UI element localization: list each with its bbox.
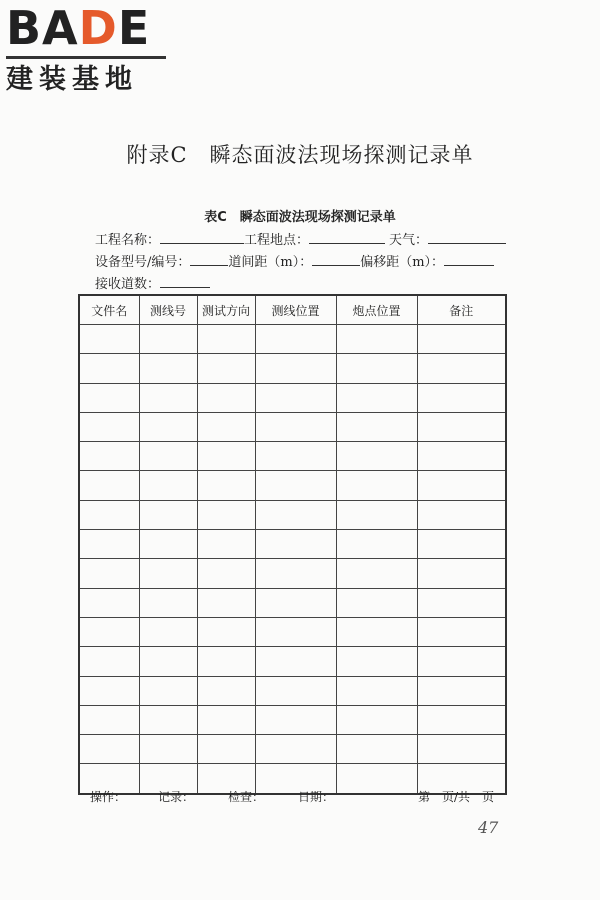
table-cell[interactable]	[139, 354, 197, 383]
table-title: 表C 瞬态面波法现场探测记录单	[204, 210, 396, 225]
table-cell[interactable]	[197, 647, 255, 676]
table-cell[interactable]	[79, 354, 139, 383]
table-cell[interactable]	[336, 735, 417, 764]
table-cell[interactable]	[197, 559, 255, 588]
logo-wordmark: BADE	[6, 1, 151, 55]
header-remarks: 备注	[417, 295, 506, 325]
table-cell[interactable]	[79, 383, 139, 412]
table-cell[interactable]	[336, 647, 417, 676]
appendix-title: 附录C 瞬态面波法现场探测记录单	[126, 143, 474, 167]
table-cell[interactable]	[336, 617, 417, 646]
table-cell[interactable]	[336, 412, 417, 441]
table-cell[interactable]	[336, 325, 417, 354]
table-cell[interactable]	[417, 676, 506, 705]
table-header-row	[79, 295, 506, 325]
table-cell[interactable]	[255, 559, 336, 588]
table-cell[interactable]	[139, 647, 197, 676]
table-row	[79, 617, 506, 646]
table-cell[interactable]	[255, 705, 336, 734]
table-cell[interactable]	[79, 471, 139, 500]
table-cell[interactable]	[79, 500, 139, 529]
table-row	[79, 500, 506, 529]
table-cell[interactable]	[79, 735, 139, 764]
table-cell[interactable]	[417, 383, 506, 412]
field-row-1	[95, 229, 506, 248]
project-name-blank[interactable]	[160, 231, 244, 244]
table-row	[79, 354, 506, 383]
table-row	[79, 325, 506, 354]
header-line-position: 测线位置	[255, 295, 336, 325]
table-cell[interactable]	[139, 442, 197, 471]
table-cell[interactable]	[79, 412, 139, 441]
table-cell[interactable]	[139, 676, 197, 705]
table-row	[79, 647, 506, 676]
table-cell[interactable]	[336, 442, 417, 471]
table-cell[interactable]	[417, 500, 506, 529]
table-body	[79, 325, 506, 794]
table-cell[interactable]	[197, 442, 255, 471]
table-cell[interactable]	[139, 588, 197, 617]
table-row	[79, 412, 506, 441]
header-test-direction: 测试方向	[197, 295, 255, 325]
table-cell[interactable]	[139, 735, 197, 764]
table-cell[interactable]	[139, 471, 197, 500]
table-cell[interactable]	[255, 588, 336, 617]
table-cell[interactable]	[336, 530, 417, 559]
field-row-2	[95, 251, 494, 270]
record-table	[78, 294, 507, 795]
table-cell[interactable]	[79, 559, 139, 588]
weather-label: 天气：	[389, 233, 429, 248]
table-cell[interactable]	[336, 559, 417, 588]
table-cell[interactable]	[197, 617, 255, 646]
table-cell[interactable]	[197, 354, 255, 383]
table-cell[interactable]	[139, 383, 197, 412]
table-cell[interactable]	[79, 647, 139, 676]
brand-logo	[6, 1, 176, 96]
footer-checker: 检查：	[228, 790, 265, 804]
table-cell[interactable]	[197, 325, 255, 354]
table-cell[interactable]	[417, 412, 506, 441]
page-number: 47	[478, 818, 499, 837]
table-cell[interactable]	[417, 647, 506, 676]
project-site-blank[interactable]	[309, 231, 385, 244]
table-cell[interactable]	[336, 588, 417, 617]
table-cell[interactable]	[197, 588, 255, 617]
table-cell[interactable]	[417, 354, 506, 383]
table-cell[interactable]	[255, 442, 336, 471]
table-cell[interactable]	[417, 705, 506, 734]
footer-operator: 操作：	[90, 790, 127, 804]
channel-spacing-label: 道间距（m）：	[228, 255, 313, 270]
field-row-3	[95, 273, 210, 292]
table-cell[interactable]	[417, 530, 506, 559]
table-cell[interactable]	[417, 442, 506, 471]
table-cell[interactable]	[417, 735, 506, 764]
table-cell[interactable]	[197, 383, 255, 412]
table-cell[interactable]	[417, 588, 506, 617]
project-site-label: 工程地点：	[244, 233, 310, 248]
table-cell[interactable]	[336, 354, 417, 383]
header-shot-position: 炮点位置	[336, 295, 417, 325]
table-cell[interactable]	[139, 500, 197, 529]
footer-date: 日期：	[298, 790, 335, 804]
table-cell[interactable]	[255, 500, 336, 529]
equipment-model-blank[interactable]	[190, 253, 228, 266]
table-cell[interactable]	[255, 354, 336, 383]
table-cell[interactable]	[255, 530, 336, 559]
table-cell[interactable]	[417, 617, 506, 646]
logo-divider	[6, 56, 166, 59]
table-row	[79, 383, 506, 412]
table-cell[interactable]	[255, 383, 336, 412]
table-cell[interactable]	[417, 325, 506, 354]
equipment-model-label: 设备型号/编号：	[95, 255, 191, 270]
table-row	[79, 676, 506, 705]
table-cell[interactable]	[255, 676, 336, 705]
table-cell[interactable]	[79, 442, 139, 471]
offset-distance-blank[interactable]	[444, 253, 494, 266]
table-cell[interactable]	[79, 676, 139, 705]
header-line-number: 测线号	[139, 295, 197, 325]
table-cell[interactable]	[197, 530, 255, 559]
table-cell[interactable]	[255, 471, 336, 500]
table-cell[interactable]	[197, 412, 255, 441]
table-cell[interactable]	[255, 412, 336, 441]
project-name-label: 工程名称：	[95, 233, 161, 248]
table-cell[interactable]	[79, 530, 139, 559]
table-cell[interactable]	[336, 764, 417, 794]
table-cell[interactable]	[255, 735, 336, 764]
table-cell[interactable]	[139, 530, 197, 559]
table-row	[79, 442, 506, 471]
table-cell[interactable]	[336, 500, 417, 529]
table-cell[interactable]	[139, 559, 197, 588]
table-cell[interactable]	[197, 735, 255, 764]
table-cell[interactable]	[79, 617, 139, 646]
table-cell[interactable]	[197, 500, 255, 529]
table-row	[79, 530, 506, 559]
table-row	[79, 588, 506, 617]
logo-subtitle: 建装基地	[6, 64, 138, 95]
table-cell[interactable]	[417, 471, 506, 500]
table-cell[interactable]	[197, 471, 255, 500]
table-cell[interactable]	[139, 412, 197, 441]
table-row	[79, 559, 506, 588]
channel-spacing-blank[interactable]	[312, 253, 360, 266]
table-row	[79, 471, 506, 500]
table-cell[interactable]	[79, 325, 139, 354]
table-cell[interactable]	[255, 325, 336, 354]
table-row	[79, 705, 506, 734]
table-cell[interactable]	[336, 676, 417, 705]
table-cell[interactable]	[197, 705, 255, 734]
header-file-name: 文件名	[79, 295, 139, 325]
table-cell[interactable]	[255, 647, 336, 676]
table-cell[interactable]	[336, 705, 417, 734]
table-cell[interactable]	[139, 705, 197, 734]
table-row	[79, 735, 506, 764]
table-cell[interactable]	[336, 383, 417, 412]
table-cell[interactable]	[139, 617, 197, 646]
table-cell[interactable]	[79, 588, 139, 617]
table-cell[interactable]	[255, 617, 336, 646]
table-cell[interactable]	[139, 325, 197, 354]
footer-recorder: 记录：	[158, 790, 195, 804]
receive-channels-blank[interactable]	[160, 275, 210, 288]
offset-distance-label: 偏移距（m）：	[360, 255, 445, 270]
table-cell[interactable]	[79, 705, 139, 734]
table-cell[interactable]	[417, 559, 506, 588]
table-cell[interactable]	[336, 471, 417, 500]
weather-blank[interactable]	[428, 231, 506, 244]
footer-page-of: 第 页/共 页	[418, 790, 495, 804]
receive-channels-label: 接收道数：	[95, 277, 161, 292]
table-cell[interactable]	[197, 676, 255, 705]
